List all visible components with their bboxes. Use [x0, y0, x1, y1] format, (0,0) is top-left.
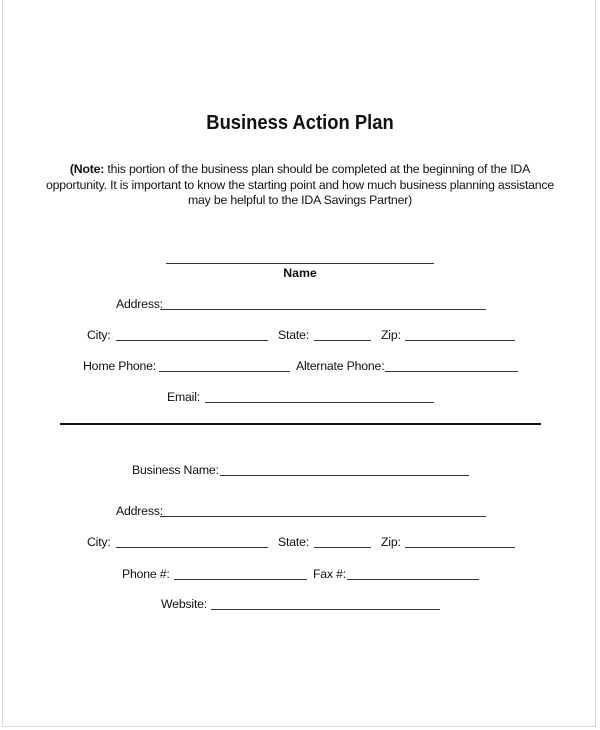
phone-label: Phone #: — [122, 567, 170, 581]
home-phone-field[interactable] — [159, 371, 290, 372]
address-label: Address: — [116, 297, 163, 311]
state-label: State: — [278, 328, 309, 342]
city-field[interactable] — [116, 340, 268, 341]
city-label: City: — [87, 328, 111, 342]
business-zip-label: Zip: — [381, 535, 401, 549]
email-label: Email: — [167, 390, 200, 404]
business-address-label: Address: — [116, 504, 163, 518]
address-field[interactable] — [160, 309, 486, 310]
phone-field[interactable] — [174, 579, 307, 580]
business-city-label: City: — [87, 535, 111, 549]
website-label: Website: — [161, 597, 208, 611]
fax-label: Fax #: — [313, 567, 346, 581]
document-title: Business Action Plan — [206, 112, 394, 134]
email-field[interactable] — [205, 402, 434, 403]
business-state-field[interactable] — [314, 547, 371, 548]
zip-field[interactable] — [405, 340, 515, 341]
alternate-phone-label: Alternate Phone: — [296, 359, 385, 373]
section-divider — [60, 423, 541, 425]
fax-field[interactable] — [347, 579, 479, 580]
name-label: Name — [283, 266, 317, 280]
note-paragraph — [40, 162, 560, 209]
home-phone-label: Home Phone: — [83, 359, 156, 373]
note-label: (Note: — [69, 162, 105, 176]
business-zip-field[interactable] — [405, 547, 515, 548]
name-field[interactable] — [166, 263, 434, 264]
state-field[interactable] — [314, 340, 371, 341]
business-state-label: State: — [278, 535, 309, 549]
alternate-phone-field[interactable] — [385, 371, 518, 372]
business-name-label: Business Name: — [132, 463, 219, 477]
business-name-field[interactable] — [220, 475, 469, 476]
business-address-field[interactable] — [160, 516, 486, 517]
zip-label: Zip: — [381, 328, 401, 342]
note-text: this portion of the business plan should be completed at the beginning of the IDA opportunity. It is important to know the starting point and how much business planning assistance may be helpful to the IDA Savings Partner) — [45, 162, 555, 207]
website-field[interactable] — [211, 609, 440, 610]
business-city-field[interactable] — [116, 547, 268, 548]
